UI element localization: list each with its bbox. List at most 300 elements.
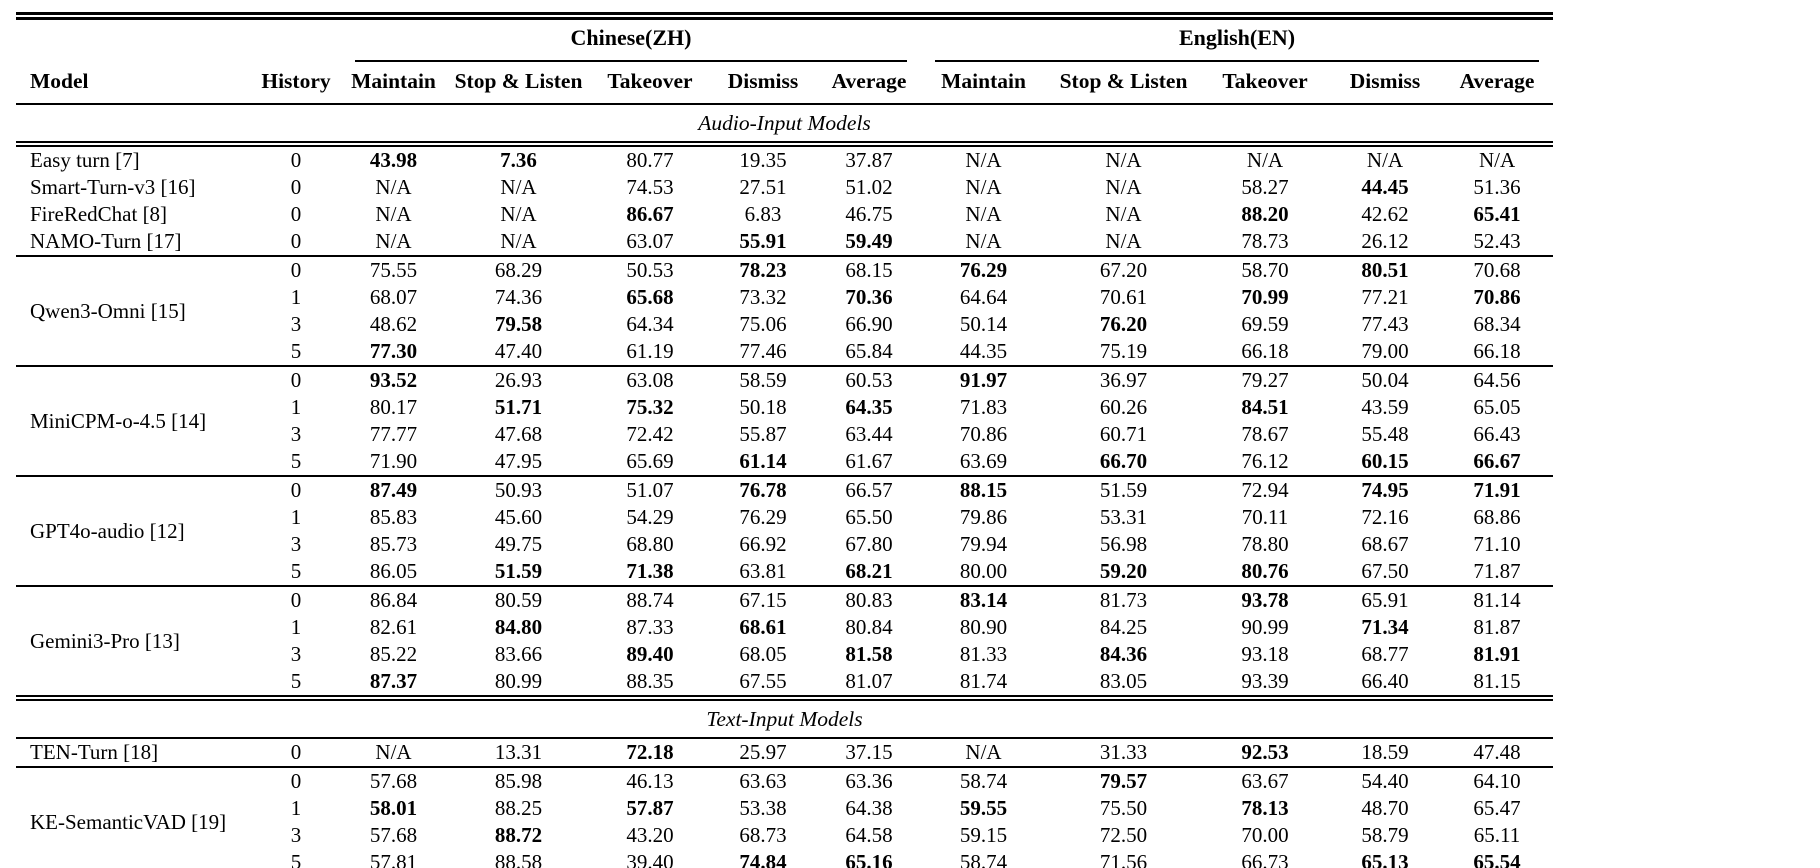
metric-value: 77.30: [369, 339, 418, 363]
section-title-row: [16, 698, 1553, 738]
metric-value: 70.36: [845, 285, 893, 309]
history-value: 1: [290, 796, 302, 820]
model-name: NAMO-Turn [17]: [30, 229, 182, 253]
metric-value: 39.40: [626, 850, 674, 868]
metric-value: 93.78: [1201, 586, 1329, 614]
history-value: 0: [251, 256, 341, 284]
col-header-zh-dismiss: Dismiss: [709, 62, 817, 104]
metric-value: 66.90: [845, 312, 893, 336]
metric-value: 46.13: [591, 767, 709, 795]
metric-value: 76.12: [1241, 449, 1289, 473]
metric-value: 72.16: [1361, 505, 1409, 529]
metric-value: 64.35: [845, 395, 893, 419]
col-header-zh-average: Average: [817, 62, 921, 104]
metric-value: 79.00: [1361, 339, 1409, 363]
metric-value: 66.18: [1241, 339, 1289, 363]
metric-value: 47.68: [494, 422, 543, 446]
metric-value: 13.31: [494, 740, 543, 764]
metric-value: 66.67: [1473, 449, 1521, 473]
metric-value: 64.64: [959, 285, 1008, 309]
metric-value: 79.57: [1046, 767, 1201, 795]
metric-value: 71.83: [959, 395, 1008, 419]
history-value: 0: [251, 586, 341, 614]
metric-value: 64.56: [1441, 366, 1553, 394]
metric-value: 68.34: [1473, 312, 1521, 336]
metric-value: 64.10: [1441, 767, 1553, 795]
metric-value: 58.01: [369, 796, 418, 820]
history-value: 0: [290, 229, 302, 253]
metric-value: 78.67: [1241, 422, 1289, 446]
metric-value: 67.20: [1046, 256, 1201, 284]
metric-value: 51.59: [1046, 476, 1201, 504]
metric-value: 77.43: [1361, 312, 1409, 336]
metric-value: 19.35: [739, 148, 787, 172]
metric-value: 50.14: [959, 312, 1008, 336]
metric-value: 47.48: [1473, 740, 1521, 764]
table-row: [16, 366, 1553, 394]
metric-value: 71.10: [1473, 532, 1521, 556]
metric-value: 75.19: [1099, 339, 1148, 363]
metric-value: 79.86: [959, 505, 1008, 529]
metric-value: 72.50: [1099, 823, 1148, 847]
history-value: 0: [251, 476, 341, 504]
metric-value: 58.74: [959, 850, 1008, 868]
model-name: Smart-Turn-v3 [16]: [30, 175, 196, 199]
table-header: [16, 16, 1553, 104]
metric-value: 63.81: [739, 559, 787, 583]
history-value: 0: [290, 740, 302, 764]
metric-value: 80.00: [959, 559, 1008, 583]
metric-value: 68.05: [739, 642, 787, 666]
metric-value: 58.70: [1201, 256, 1329, 284]
metric-value: 47.40: [494, 339, 543, 363]
metric-value: 67.80: [845, 532, 893, 556]
metric-value: 83.66: [494, 642, 543, 666]
metric-value: 68.80: [626, 532, 674, 556]
metric-value: 70.86: [1473, 285, 1521, 309]
metric-value: N/A: [1105, 229, 1142, 253]
metric-value: 80.51: [1329, 256, 1441, 284]
model-name: TEN-Turn [18]: [30, 740, 159, 764]
metric-value: N/A: [375, 202, 412, 226]
metric-value: 59.55: [959, 796, 1008, 820]
metric-value: 71.90: [369, 449, 418, 473]
metric-value: 65.68: [626, 285, 674, 309]
metric-value: 82.61: [369, 615, 418, 639]
history-value: 0: [290, 148, 302, 172]
metric-value: 70.99: [1241, 285, 1289, 309]
metric-value: 57.68: [341, 767, 446, 795]
metric-value: 68.61: [739, 615, 787, 639]
metric-value: N/A: [1105, 175, 1142, 199]
metric-value: 59.20: [1099, 559, 1148, 583]
metric-value: 84.25: [1099, 615, 1148, 639]
metric-value: N/A: [1478, 148, 1516, 172]
metric-value: 63.63: [709, 767, 817, 795]
metric-value: 70.61: [1099, 285, 1148, 309]
metric-value: 88.58: [494, 850, 543, 868]
metric-value: 60.53: [817, 366, 921, 394]
metric-value: 57.68: [369, 823, 418, 847]
model-name: Gemini3-Pro [13]: [16, 586, 251, 698]
metric-value: 68.86: [1473, 505, 1521, 529]
metric-value: 70.86: [959, 422, 1008, 446]
model-name: MiniCPM-o-4.5 [14]: [16, 366, 251, 476]
metric-value: 80.83: [817, 586, 921, 614]
metric-value: 53.38: [739, 796, 787, 820]
metric-value: N/A: [375, 229, 412, 253]
metric-value: 75.50: [1099, 796, 1148, 820]
metric-value: 66.43: [1473, 422, 1521, 446]
metric-value: 66.18: [1473, 339, 1521, 363]
table-row: [16, 228, 1553, 256]
metric-value: 71.38: [626, 559, 674, 583]
metric-value: 87.37: [369, 669, 418, 693]
lang-group-label: Chinese(ZH): [355, 25, 907, 62]
metric-value: 83.05: [1099, 669, 1148, 693]
metric-value: 88.35: [626, 669, 674, 693]
metric-value: 51.71: [494, 395, 543, 419]
metric-value: 26.12: [1361, 229, 1409, 253]
metric-value: 44.35: [959, 339, 1008, 363]
metric-value: 58.27: [1241, 175, 1289, 199]
metric-value: 27.51: [739, 175, 787, 199]
metric-value: 69.59: [1241, 312, 1289, 336]
metric-value: 25.97: [739, 740, 787, 764]
table-row: [16, 174, 1553, 201]
col-header-history: History: [251, 62, 341, 104]
metric-value: 37.15: [845, 740, 893, 764]
history-value: 0: [251, 767, 341, 795]
metric-value: 65.47: [1473, 796, 1521, 820]
metric-value: 74.36: [494, 285, 543, 309]
metric-value: 51.07: [591, 476, 709, 504]
history-value: 0: [290, 175, 302, 199]
metric-value: 53.31: [1099, 505, 1148, 529]
metric-value: N/A: [500, 175, 537, 199]
history-value: 5: [290, 669, 302, 693]
metric-value: 86.05: [369, 559, 418, 583]
metric-value: 63.69: [959, 449, 1008, 473]
col-header-en-dismiss: Dismiss: [1329, 62, 1441, 104]
history-value: 3: [290, 532, 302, 556]
metric-value: 37.87: [845, 148, 893, 172]
metric-value: 80.84: [845, 615, 893, 639]
metric-value: 43.59: [1361, 395, 1409, 419]
metric-value: 84.51: [1241, 395, 1289, 419]
metric-value: 46.75: [845, 202, 893, 226]
metric-value: 68.29: [446, 256, 591, 284]
metric-value: 65.41: [1473, 202, 1521, 226]
metric-value: 70.68: [1441, 256, 1553, 284]
metric-value: 63.67: [1201, 767, 1329, 795]
metric-value: 75.06: [739, 312, 787, 336]
metric-value: 56.98: [1099, 532, 1148, 556]
table-row: [16, 144, 1553, 174]
metric-value: 87.33: [626, 615, 674, 639]
history-value: 3: [290, 823, 302, 847]
metric-value: 50.04: [1329, 366, 1441, 394]
table-row: [16, 256, 1553, 284]
metric-value: 93.39: [1241, 669, 1289, 693]
table-body: [16, 104, 1553, 868]
metric-value: 65.91: [1329, 586, 1441, 614]
metric-value: N/A: [965, 229, 1002, 253]
model-name: GPT4o-audio [12]: [16, 476, 251, 586]
metric-value: 68.67: [1361, 532, 1409, 556]
metric-value: 66.57: [817, 476, 921, 504]
metric-value: 50.18: [739, 395, 787, 419]
metric-value: 65.84: [845, 339, 893, 363]
metric-value: 61.14: [739, 449, 787, 473]
metric-value: 79.94: [959, 532, 1008, 556]
metric-value: 18.59: [1361, 740, 1409, 764]
metric-value: 48.70: [1361, 796, 1409, 820]
metric-value: 70.00: [1241, 823, 1289, 847]
metric-value: 51.59: [494, 559, 543, 583]
metric-value: 74.53: [626, 175, 674, 199]
metric-value: 63.36: [817, 767, 921, 795]
metric-value: 59.49: [845, 229, 893, 253]
model-name: Easy turn [7]: [30, 148, 140, 172]
metric-value: 68.21: [845, 559, 893, 583]
metric-value: 60.26: [1099, 395, 1148, 419]
metric-value: 78.80: [1241, 532, 1289, 556]
metric-value: 78.13: [1241, 796, 1289, 820]
metric-value: 6.83: [744, 202, 782, 226]
model-name: Qwen3-Omni [15]: [16, 256, 251, 366]
metric-value: 52.43: [1473, 229, 1521, 253]
history-value: 5: [290, 449, 302, 473]
metric-value: 76.20: [1099, 312, 1148, 336]
metric-value: 72.94: [1201, 476, 1329, 504]
table-row: [16, 586, 1553, 614]
metric-value: 55.87: [739, 422, 787, 446]
metric-value: 49.75: [494, 532, 543, 556]
metric-value: 88.20: [1241, 202, 1289, 226]
metric-value: 77.77: [369, 422, 418, 446]
metric-value: 83.14: [921, 586, 1046, 614]
col-header-zh-stop-listen: Stop & Listen: [446, 62, 591, 104]
table-row: [16, 738, 1553, 767]
metric-value: 64.58: [845, 823, 893, 847]
metric-value: 58.74: [921, 767, 1046, 795]
metric-value: 74.95: [1329, 476, 1441, 504]
language-group-row: [16, 16, 1553, 62]
metric-value: 65.54: [1473, 850, 1521, 868]
section-title-row: [16, 104, 1553, 144]
metric-value: 43.98: [369, 148, 418, 172]
metric-value: 51.02: [845, 175, 893, 199]
metric-value: 81.15: [1473, 669, 1521, 693]
metric-value: 87.49: [341, 476, 446, 504]
column-header-row: [16, 62, 1553, 104]
metric-value: 65.50: [845, 505, 893, 529]
metric-value: 65.69: [626, 449, 674, 473]
metric-value: 57.87: [626, 796, 674, 820]
metric-value: 65.13: [1361, 850, 1409, 868]
metric-value: 42.62: [1361, 202, 1409, 226]
metric-value: 85.73: [369, 532, 418, 556]
history-value: 1: [290, 395, 302, 419]
metric-value: 86.67: [626, 202, 674, 226]
metric-value: 72.42: [626, 422, 674, 446]
metric-value: 81.33: [959, 642, 1008, 666]
metric-value: 51.36: [1473, 175, 1521, 199]
metric-value: 71.34: [1361, 615, 1409, 639]
benchmark-results-table: [16, 12, 1553, 868]
metric-value: 60.71: [1099, 422, 1148, 446]
metric-value: 72.18: [626, 740, 674, 764]
metric-value: N/A: [1366, 148, 1404, 172]
metric-value: 66.73: [1241, 850, 1289, 868]
metric-value: 61.19: [626, 339, 674, 363]
metric-value: 79.27: [1201, 366, 1329, 394]
metric-value: 44.45: [1361, 175, 1409, 199]
metric-value: 26.93: [446, 366, 591, 394]
history-value: 3: [290, 312, 302, 336]
metric-value: N/A: [1105, 202, 1142, 226]
section-title: Text-Input Models: [16, 698, 1553, 738]
metric-value: 50.53: [591, 256, 709, 284]
metric-value: 71.56: [1099, 850, 1148, 868]
metric-value: 66.70: [1099, 449, 1148, 473]
metric-value: 59.15: [959, 823, 1008, 847]
history-value: 3: [290, 642, 302, 666]
metric-value: 31.33: [1099, 740, 1148, 764]
metric-value: 63.08: [591, 366, 709, 394]
metric-value: N/A: [500, 202, 537, 226]
metric-value: 78.23: [709, 256, 817, 284]
metric-value: 86.84: [341, 586, 446, 614]
metric-value: 88.72: [494, 823, 543, 847]
metric-value: 88.15: [921, 476, 1046, 504]
metric-value: 55.48: [1361, 422, 1409, 446]
metric-value: 66.92: [739, 532, 787, 556]
col-header-en-takeover: Takeover: [1201, 62, 1329, 104]
metric-value: 63.07: [626, 229, 674, 253]
metric-value: N/A: [1246, 148, 1284, 172]
model-name: FireRedChat [8]: [30, 202, 168, 226]
metric-value: 64.34: [626, 312, 674, 336]
metric-value: 68.73: [739, 823, 787, 847]
metric-value: 84.36: [1099, 642, 1148, 666]
section-title: Audio-Input Models: [16, 104, 1553, 144]
metric-value: 81.73: [1046, 586, 1201, 614]
metric-value: 68.77: [1361, 642, 1409, 666]
col-header-en-stop-listen: Stop & Listen: [1046, 62, 1201, 104]
table-row: [16, 201, 1553, 228]
history-value: 5: [290, 559, 302, 583]
metric-value: 67.55: [739, 669, 787, 693]
metric-value: 48.62: [369, 312, 418, 336]
col-header-zh-maintain: Maintain: [341, 62, 446, 104]
metric-value: 80.59: [446, 586, 591, 614]
metric-value: 85.98: [446, 767, 591, 795]
metric-value: 36.97: [1046, 366, 1201, 394]
metric-value: 88.25: [494, 796, 543, 820]
metric-value: N/A: [965, 175, 1002, 199]
metric-value: 54.29: [626, 505, 674, 529]
metric-value: 70.11: [1241, 505, 1289, 529]
metric-value: 61.67: [845, 449, 893, 473]
metric-value: N/A: [965, 740, 1002, 764]
metric-value: 63.44: [845, 422, 893, 446]
metric-value: 81.87: [1473, 615, 1521, 639]
metric-value: 60.15: [1361, 449, 1409, 473]
metric-value: N/A: [1105, 148, 1142, 172]
metric-value: 71.91: [1441, 476, 1553, 504]
metric-value: 71.87: [1473, 559, 1521, 583]
history-value: 3: [290, 422, 302, 446]
metric-value: 50.93: [446, 476, 591, 504]
metric-value: 54.40: [1329, 767, 1441, 795]
metric-value: 68.15: [817, 256, 921, 284]
metric-value: 93.18: [1241, 642, 1289, 666]
metric-value: 81.91: [1473, 642, 1521, 666]
metric-value: 66.40: [1361, 669, 1409, 693]
metric-value: 80.90: [959, 615, 1008, 639]
metric-value: 47.95: [494, 449, 543, 473]
metric-value: 7.36: [500, 148, 537, 172]
lang-group-label: English(EN): [935, 25, 1539, 62]
metric-value: N/A: [965, 202, 1002, 226]
metric-value: 45.60: [494, 505, 543, 529]
metric-value: 75.32: [626, 395, 674, 419]
history-value: 1: [290, 615, 302, 639]
metric-value: N/A: [500, 229, 537, 253]
lang-group-header-en: [921, 16, 1553, 62]
metric-value: 65.11: [1473, 823, 1521, 847]
metric-value: 81.74: [959, 669, 1008, 693]
metric-value: 85.83: [369, 505, 418, 529]
metric-value: 77.46: [739, 339, 787, 363]
table-row: [16, 767, 1553, 795]
metric-value: 76.78: [709, 476, 817, 504]
metric-value: 89.40: [626, 642, 674, 666]
metric-value: 76.29: [921, 256, 1046, 284]
metric-value: N/A: [965, 148, 1002, 172]
metric-value: 81.14: [1441, 586, 1553, 614]
model-name: KE-SemanticVAD [19]: [16, 767, 251, 868]
metric-value: 80.77: [626, 148, 674, 172]
history-value: 5: [290, 339, 302, 363]
history-value: 5: [290, 850, 302, 868]
metric-value: 65.16: [845, 850, 893, 868]
metric-value: 67.15: [709, 586, 817, 614]
metric-value: 75.55: [341, 256, 446, 284]
header-corner-spacer: [16, 16, 341, 62]
metric-value: 73.32: [739, 285, 787, 309]
metric-value: 85.22: [369, 642, 418, 666]
metric-value: 80.76: [1241, 559, 1289, 583]
metric-value: 88.74: [591, 586, 709, 614]
metric-value: 76.29: [739, 505, 787, 529]
metric-value: 92.53: [1241, 740, 1289, 764]
history-value: 0: [251, 366, 341, 394]
col-header-en-maintain: Maintain: [921, 62, 1046, 104]
metric-value: 81.07: [845, 669, 893, 693]
metric-value: 74.84: [739, 850, 787, 868]
metric-value: 90.99: [1241, 615, 1289, 639]
metric-value: 81.58: [845, 642, 893, 666]
metric-value: 64.38: [845, 796, 893, 820]
metric-value: 78.73: [1241, 229, 1289, 253]
metric-value: 67.50: [1361, 559, 1409, 583]
metric-value: 65.05: [1473, 395, 1521, 419]
history-value: 1: [290, 285, 302, 309]
metric-value: 79.58: [494, 312, 543, 336]
